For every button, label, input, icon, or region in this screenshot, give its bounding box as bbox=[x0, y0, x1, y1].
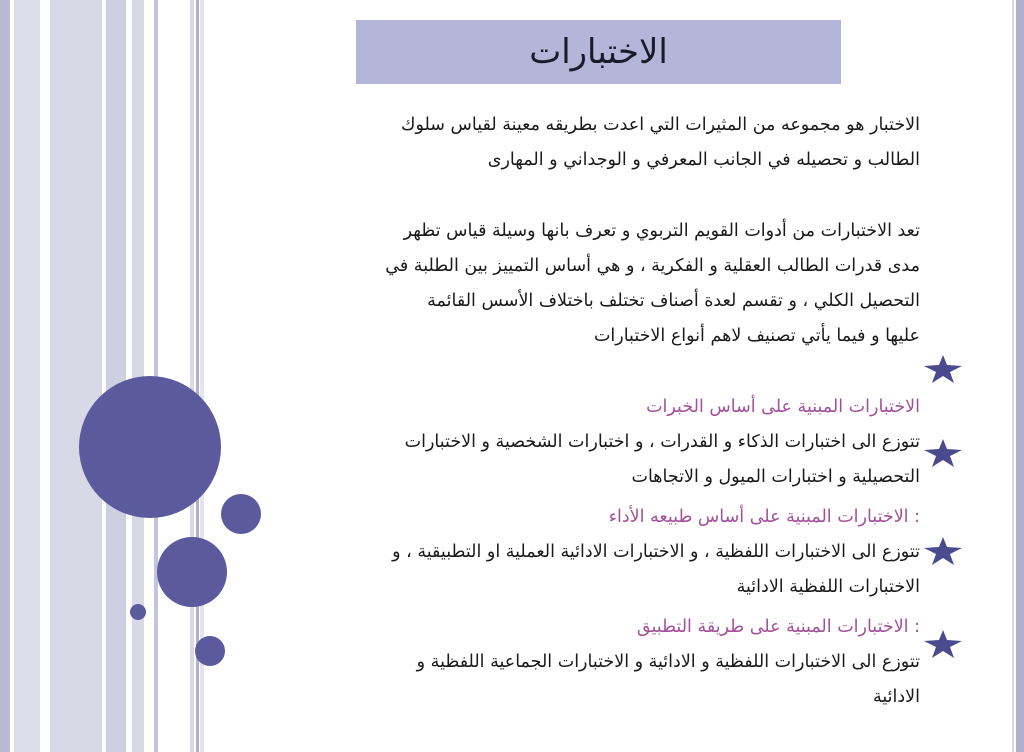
decorative-stripe bbox=[14, 0, 40, 752]
star-bullet-icon bbox=[922, 353, 964, 385]
section-line: تتوزع الى الاختبارات اللفظية و الادائية و الاختبارات الجماعية اللفظية و bbox=[416, 652, 920, 672]
paragraph-line: التحصيل الكلي ، و تقسم لعدة أصناف تختلف باختلاف الأسس القائمة bbox=[427, 291, 920, 311]
section-heading: : الاختبارات المبنية على أساس طبيعه الأداء bbox=[608, 507, 920, 527]
right-border-inner bbox=[1012, 0, 1014, 752]
section-line: تتوزع الى الاختبارات اللفظية ، و الاختبارات الادائية العملية او التطبيقية ، و bbox=[392, 542, 920, 562]
paragraph-line: عليها و فيما يأتي تصنيف لاهم أنواع الاختبارات bbox=[593, 326, 920, 346]
section-application bbox=[220, 610, 920, 715]
right-border bbox=[1016, 0, 1024, 752]
paragraph-line: تعد الاختبارات من أدوات القويم التربوي و تعرف بانها وسيلة قياس تظهر bbox=[403, 221, 920, 241]
intro-text bbox=[280, 108, 920, 178]
section-experience bbox=[220, 390, 920, 495]
section-line: الادائية bbox=[872, 687, 920, 707]
decorative-circle-medium bbox=[157, 537, 227, 607]
page-title: الاختبارات bbox=[529, 32, 668, 72]
intro-line: الطالب و تحصيله في الجانب المعرفي و الوجداني و المهارى bbox=[487, 150, 920, 170]
star-bullet-icon bbox=[922, 535, 964, 567]
main-paragraph bbox=[260, 214, 920, 354]
decorative-stripe bbox=[50, 0, 102, 752]
star-bullet-icon bbox=[922, 437, 964, 469]
decorative-stripe bbox=[106, 0, 126, 752]
decorative-circle-tiny bbox=[130, 604, 146, 620]
section-performance bbox=[220, 500, 920, 605]
paragraph-line: مدى قدرات الطالب العقلية و الفكرية ، و هي أساس التمييز بين الطلبة في bbox=[385, 256, 920, 276]
section-line: الاختبارات اللفظية الادائية bbox=[736, 577, 920, 597]
section-line: تتوزع الى اختبارات الذكاء و القدرات ، و اختبارات الشخصية و الاختبارات bbox=[404, 432, 920, 452]
decorative-stripe bbox=[40, 0, 50, 752]
section-heading: الاختبارات المبنية على أساس الخبرات bbox=[646, 397, 920, 417]
decorative-stripe bbox=[190, 0, 194, 752]
decorative-stripe bbox=[0, 0, 10, 752]
section-line: التحصيلية و اختبارات الميول و الاتجاهات bbox=[631, 467, 920, 487]
section-heading: : الاختبارات المبنية على طريقة التطبيق bbox=[636, 617, 920, 637]
title-banner bbox=[356, 20, 841, 84]
star-bullet-icon bbox=[922, 628, 964, 660]
decorative-stripe bbox=[196, 0, 199, 752]
intro-line: الاختبار هو مجموعه من المثيرات التي اعدت بطريقه معينة لقياس سلوك bbox=[401, 115, 920, 135]
decorative-circle-large bbox=[79, 376, 221, 518]
